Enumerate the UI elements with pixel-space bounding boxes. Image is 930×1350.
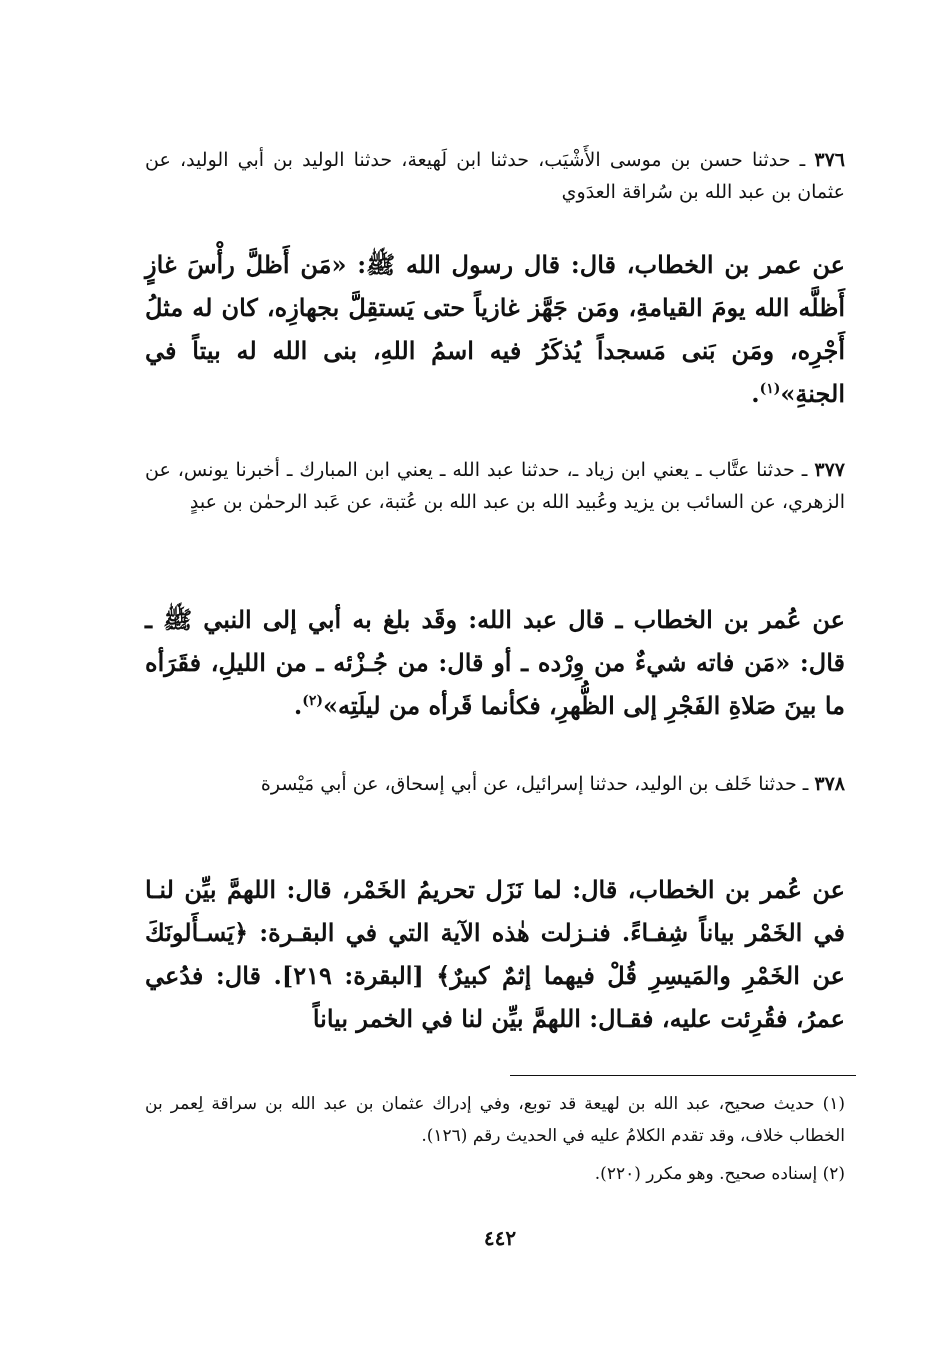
hadith-378-matn: عن عُمر بن الخطاب، قال: لما نَزَل تحريمُ الخَمْر، قال: اللهمَّ بيِّن لنـا في الخَمْر بياناً شِفـاءً. فنـزلت هٰذه الآية التي في البقـرة: ﴿يَسـأَلونَكَ عن الخَمْرِ والمَيسِرِ قُلْ فيهما إثمٌ كبيرٌ﴾ [البقرة: ٢١٩]. قال: فدُعي عمرُ، فقُرِئت عليه، فقـال: اللهمَّ بيِّن لنا في الخمر بياناً <box>145 875 845 1033</box>
hadith-378-isnad: ـ حدثنا خَلف بن الوليد، حدثنا إسرائيل، عن أبي إسحاق، عن أبي مَيْسرة <box>260 773 809 795</box>
hadith-377-number: ٣٧٧ <box>814 459 845 481</box>
hadith-376-text: عن عمر بن الخطاب، قال: قال رسول الله ﷺ: «مَن أَظلَّ رأْسَ غازٍ أَظلَّه الله يومَ القيامةِ، ومَن جَهَّز غازياً حتى يَستقِلَّ بجهازِه، كان له مثلُ أَجْرِه، ومَن بَنى مَسجداً يُذكَرُ فيه اسمُ اللهِ، بنى الله له بيتاً في الجنةِ»$^{(١)}$. <box>145 250 845 408</box>
hadith-377-chain <box>145 454 845 518</box>
hadith-376-isnad: ـ حدثنا حسن بن موسى الأَشْيَب، حدثنا ابن لَهيعة، حدثنا الوليد بن أبي الوليد، عن عثمان بن عبد الله بن سُراقة العدَوي <box>145 149 845 203</box>
footnote-divider <box>510 1075 856 1076</box>
page-number: ٤٤٢ <box>483 1226 517 1250</box>
hadith-376-number: ٣٧٦ <box>814 149 845 171</box>
hadith-378-number: ٣٧٨ <box>814 773 845 795</box>
footnotes <box>145 1088 845 1190</box>
hadith-378-text <box>145 868 845 1040</box>
hadith-377-text: عن عُمر بن الخطاب ـ قال عبد الله: وقَد بلغ به أبي إلى النبي ﷺ ـ قال: «مَن فاته شيءٌ من وِرْده ـ أو قال: من جُـزْئه ـ من الليلِ، فقَرَأه ما بينَ صَلاةِ الفَجْرِ إلى الظُّهرِ، فكأنما قَرأه من ليلَتِه»$^{(٢)}$. <box>145 605 845 720</box>
hadith-377-isnad: ـ حدثنا عتَّاب ـ يعني ابن زياد ـ، حدثنا عبد الله ـ يعني ابن المبارك ـ أخبرنا يونس، عن الزهري، عن السائب بن يزيد وعُبيد الله بن عبد الله بن عُتبة، عن عَبد الرحمٰن بن عبدٍ <box>145 459 845 513</box>
hadith-376-chain <box>145 144 845 208</box>
footnote-1: (١) حديث صحيح، عبد الله بن لهيعة قد توبع، وفي إدراك عثمان بن عبد الله بن سراقة لِعمر بن الخطاب خلاف، وقد تقدم الكلامُ عليه في الحديث رقم (١٢٦). <box>145 1094 845 1146</box>
footnote-ref-1[interactable]: (١) <box>759 381 781 397</box>
footnote-2: (٢) إسناده صحيح. وهو مكرر (٢٢٠). <box>594 1164 845 1184</box>
hadith-378-chain <box>145 768 845 800</box>
hadith-376-matn: عن عمر بن الخطاب، قال: قال رسول الله ﷺ: «مَن أَظلَّ رأْسَ غازٍ أَظلَّه الله يومَ القيامةِ، ومَن جَهَّز غازياً حتى يَستقِلَّ بجهازِه، كان له مثلُ أَجْرِه، ومَن بَنى مَسجداً يُذكَرُ فيه اسمُ اللهِ، بنى الله له بيتاً في الجنةِ» <box>145 250 845 408</box>
footnote-ref-2[interactable]: (٢) <box>302 693 323 709</box>
hadith-377-matn: عن عُمر بن الخطاب ـ قال عبد الله: وقَد بلغ به أبي إلى النبي ﷺ ـ قال: «مَن فاته شيءٌ من وِرْده ـ أو قال: من جُـزْئه ـ من الليلِ، فقَرَأه ما بينَ صَلاةِ الفَجْرِ إلى الظُّهرِ، فكأنما قَرأه من ليلَتِه» <box>145 605 845 720</box>
